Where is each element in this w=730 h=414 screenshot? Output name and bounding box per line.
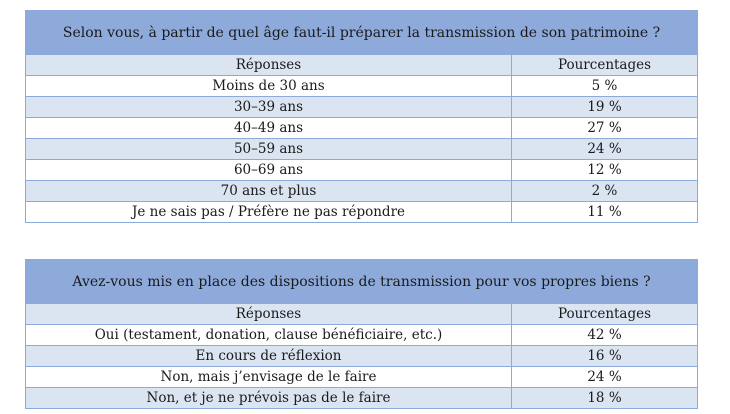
- response-percentage: 24 %: [512, 139, 698, 160]
- response-label: Non, mais j’envisage de le faire: [26, 367, 512, 388]
- response-label: Oui (testament, donation, clause bénéficiaire, etc.): [26, 325, 512, 346]
- response-percentage: 5 %: [512, 76, 698, 97]
- column-header-percentages: Pourcentages: [512, 304, 698, 325]
- table-question: Avez-vous mis en place des dispositions de transmission pour vos propres biens ?: [26, 260, 698, 304]
- column-header-percentages: Pourcentages: [512, 55, 698, 76]
- response-label: 60–69 ans: [26, 160, 512, 181]
- response-label: Je ne sais pas / Préfère ne pas répondre: [26, 202, 512, 223]
- table-question: Selon vous, à partir de quel âge faut-il préparer la transmission de son patrimoine ?: [26, 11, 698, 55]
- response-label: 40–49 ans: [26, 118, 512, 139]
- response-percentage: 24 %: [512, 367, 698, 388]
- table-row: [26, 160, 698, 181]
- table-header-row: [26, 304, 698, 325]
- table-title-row: [26, 11, 698, 55]
- age-survey-body: [26, 11, 698, 223]
- table-row: [26, 139, 698, 160]
- response-percentage: 16 %: [512, 346, 698, 367]
- response-percentage: 2 %: [512, 181, 698, 202]
- table-row: [26, 367, 698, 388]
- table-header-row: [26, 55, 698, 76]
- column-header-responses: Réponses: [26, 55, 512, 76]
- response-percentage: 11 %: [512, 202, 698, 223]
- table-row: [26, 388, 698, 409]
- response-percentage: 27 %: [512, 118, 698, 139]
- response-label: 30–39 ans: [26, 97, 512, 118]
- table-row: [26, 97, 698, 118]
- table-row: [26, 325, 698, 346]
- table-row: [26, 181, 698, 202]
- table-title-row: [26, 260, 698, 304]
- table-row: [26, 76, 698, 97]
- response-percentage: 12 %: [512, 160, 698, 181]
- table-row: [26, 118, 698, 139]
- response-percentage: 42 %: [512, 325, 698, 346]
- provisions-survey-table: [25, 259, 698, 409]
- response-label: En cours de réflexion: [26, 346, 512, 367]
- table-row: [26, 202, 698, 223]
- response-label: 50–59 ans: [26, 139, 512, 160]
- column-header-responses: Réponses: [26, 304, 512, 325]
- response-label: 70 ans et plus: [26, 181, 512, 202]
- provisions-survey-body: [26, 260, 698, 409]
- response-label: Non, et je ne prévois pas de le faire: [26, 388, 512, 409]
- response-label: Moins de 30 ans: [26, 76, 512, 97]
- table-row: [26, 346, 698, 367]
- age-survey-table: [25, 10, 698, 223]
- response-percentage: 19 %: [512, 97, 698, 118]
- response-percentage: 18 %: [512, 388, 698, 409]
